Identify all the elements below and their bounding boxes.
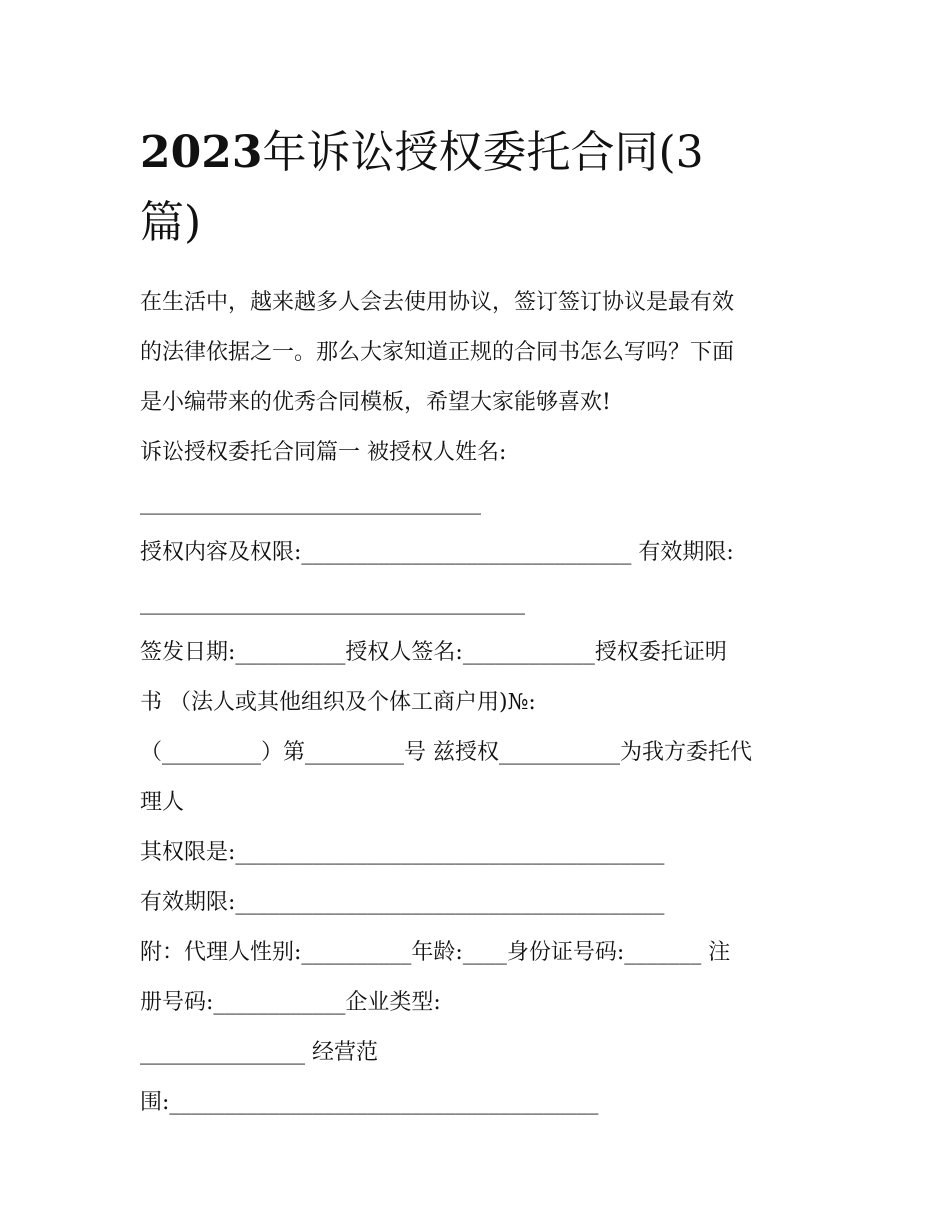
body-line: 理人	[140, 790, 185, 815]
body-line: 在生活中，越来越多人会去使用协议，签订签订协议是最有效	[140, 290, 735, 315]
document-title	[140, 118, 780, 258]
title-text: 年诉讼授权委托合同(3	[262, 127, 704, 178]
document-body	[140, 278, 820, 1128]
body-line: （_________）第_________号 兹授权___________为我方委托代	[140, 740, 752, 765]
body-line: 签发日期:__________授权人签名:____________授权委托证明	[140, 640, 727, 665]
body-line: 围:_______________________________________	[140, 1090, 599, 1115]
title-line-2: 篇)	[140, 197, 202, 248]
body-line: 是小编带来的优秀合同模板，希望大家能够喜欢!	[140, 390, 611, 415]
body-line: 授权内容及权限:______________________________ 有效期限:	[140, 540, 734, 565]
title-line-1	[140, 127, 704, 178]
body-line: 册号码:____________企业类型:	[140, 990, 441, 1015]
body-line: 其权限是:_______________________________________	[140, 840, 665, 865]
body-line: 诉讼授权委托合同篇一 被授权人姓名:	[140, 440, 507, 465]
blank-field-line: _______________________________	[140, 490, 481, 515]
body-line: 的法律依据之一。那么大家知道正规的合同书怎么写吗？下面	[140, 340, 735, 365]
body-line: 附：代理人性别:__________年龄:____身份证号码:_______ 注	[140, 940, 731, 965]
blank-field-line: ___________________________________	[140, 590, 525, 615]
body-line: 书 （法人或其他组织及个体工商户用)№:	[140, 690, 536, 715]
title-year: 2023	[140, 127, 263, 178]
body-line: 有效期限:_______________________________________	[140, 890, 665, 915]
body-line: _______________ 经营范	[140, 1040, 378, 1065]
